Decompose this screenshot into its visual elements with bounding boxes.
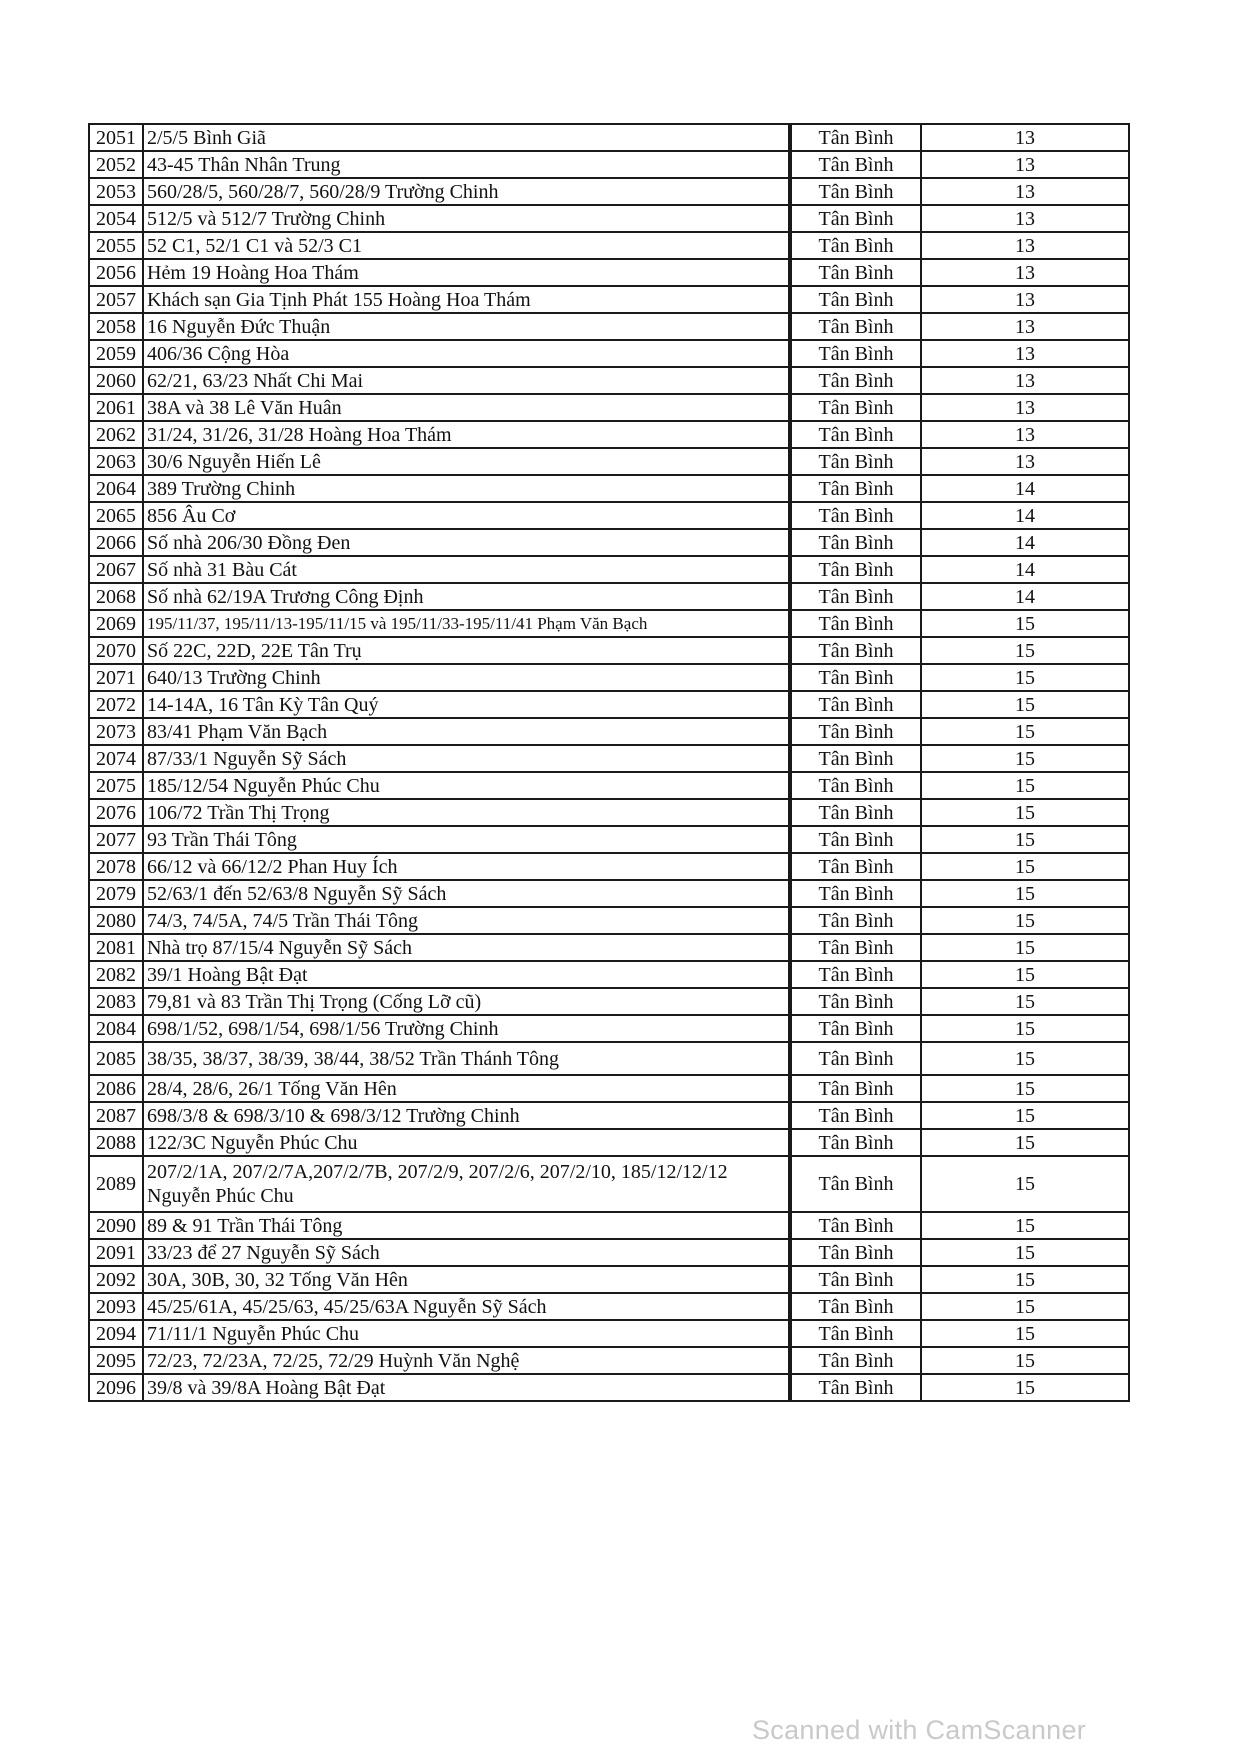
table-row [89,286,1129,313]
ward-cell: 15 [921,934,1129,961]
ward-cell: 14 [921,529,1129,556]
address-cell: 560/28/5, 560/28/7, 560/28/9 Trường Chinh [143,178,790,205]
table-row [89,1075,1129,1102]
district-cell: Tân Bình [790,718,921,745]
table-row [89,745,1129,772]
ward-cell: 15 [921,1042,1129,1075]
row-number-cell: 2079 [89,880,143,907]
address-cell: 28/4, 28/6, 26/1 Tống Văn Hên [143,1075,790,1102]
address-cell: Nhà trọ 87/15/4 Nguyễn Sỹ Sách [143,934,790,961]
table-row [89,664,1129,691]
district-cell: Tân Bình [790,367,921,394]
address-cell: 38/35, 38/37, 38/39, 38/44, 38/52 Trần Thánh Tông [143,1042,790,1075]
row-number-cell: 2056 [89,259,143,286]
ward-cell: 13 [921,286,1129,313]
address-cell: 14-14A, 16 Tân Kỳ Tân Quý [143,691,790,718]
table-row [89,610,1129,637]
table-row [89,772,1129,799]
address-cell: 30/6 Nguyễn Hiến Lê [143,448,790,475]
district-cell: Tân Bình [790,529,921,556]
ward-cell: 15 [921,1129,1129,1156]
ward-cell: 13 [921,205,1129,232]
district-cell: Tân Bình [790,556,921,583]
district-cell: Tân Bình [790,205,921,232]
district-cell: Tân Bình [790,1212,921,1239]
row-number-cell: 2064 [89,475,143,502]
row-number-cell: 2067 [89,556,143,583]
row-number-cell: 2063 [89,448,143,475]
table-row [89,556,1129,583]
row-number-cell: 2061 [89,394,143,421]
row-number-cell: 2070 [89,637,143,664]
address-table [88,123,1130,1402]
ward-cell: 13 [921,421,1129,448]
ward-cell: 14 [921,583,1129,610]
district-cell: Tân Bình [790,1266,921,1293]
table-row [89,583,1129,610]
table-row [89,448,1129,475]
table-row [89,124,1129,151]
row-number-cell: 2060 [89,367,143,394]
ward-cell: 15 [921,1015,1129,1042]
table-row [89,475,1129,502]
ward-cell: 15 [921,1320,1129,1347]
ward-cell: 15 [921,880,1129,907]
ward-cell: 13 [921,259,1129,286]
address-cell: 89 & 91 Trần Thái Tông [143,1212,790,1239]
row-number-cell: 2054 [89,205,143,232]
row-number-cell: 2069 [89,610,143,637]
row-number-cell: 2058 [89,313,143,340]
district-cell: Tân Bình [790,286,921,313]
row-number-cell: 2068 [89,583,143,610]
address-cell: Số nhà 62/19A Trương Công Định [143,583,790,610]
row-number-cell: 2076 [89,799,143,826]
ward-cell: 14 [921,502,1129,529]
ward-cell: 15 [921,1156,1129,1212]
address-cell: 406/36 Cộng Hòa [143,340,790,367]
ward-cell: 13 [921,367,1129,394]
row-number-cell: 2071 [89,664,143,691]
address-cell: 856 Âu Cơ [143,502,790,529]
row-number-cell: 2051 [89,124,143,151]
district-cell: Tân Bình [790,1293,921,1320]
address-cell: 87/33/1 Nguyễn Sỹ Sách [143,745,790,772]
row-number-cell: 2065 [89,502,143,529]
row-number-cell: 2083 [89,988,143,1015]
row-number-cell: 2094 [89,1320,143,1347]
row-number-cell: 2091 [89,1239,143,1266]
address-cell: 122/3C Nguyễn Phúc Chu [143,1129,790,1156]
ward-cell: 15 [921,1347,1129,1374]
row-number-cell: 2087 [89,1102,143,1129]
table-row [89,178,1129,205]
ward-cell: 15 [921,853,1129,880]
ward-cell: 13 [921,394,1129,421]
district-cell: Tân Bình [790,1374,921,1401]
table-row [89,1320,1129,1347]
ward-cell: 13 [921,124,1129,151]
table-row [89,961,1129,988]
table-row [89,718,1129,745]
ward-cell: 13 [921,448,1129,475]
district-cell: Tân Bình [790,610,921,637]
ward-cell: 15 [921,988,1129,1015]
address-cell: 512/5 và 512/7 Trường Chinh [143,205,790,232]
ward-cell: 15 [921,745,1129,772]
district-cell: Tân Bình [790,745,921,772]
table-row [89,151,1129,178]
address-table-body [89,124,1129,1401]
address-cell: 66/12 và 66/12/2 Phan Huy Ích [143,853,790,880]
ward-cell: 15 [921,1374,1129,1401]
district-cell: Tân Bình [790,394,921,421]
row-number-cell: 2085 [89,1042,143,1075]
table-row [89,826,1129,853]
row-number-cell: 2066 [89,529,143,556]
ward-cell: 15 [921,610,1129,637]
district-cell: Tân Bình [790,178,921,205]
ward-cell: 15 [921,664,1129,691]
district-cell: Tân Bình [790,1015,921,1042]
table-row [89,880,1129,907]
address-cell: 72/23, 72/23A, 72/25, 72/29 Huỳnh Văn Nghệ [143,1347,790,1374]
ward-cell: 15 [921,1075,1129,1102]
address-cell: 45/25/61A, 45/25/63, 45/25/63A Nguyễn Sỹ Sách [143,1293,790,1320]
scanner-watermark: Scanned with CamScanner [752,1715,1087,1745]
ward-cell: 14 [921,556,1129,583]
row-number-cell: 2057 [89,286,143,313]
address-cell: Hẻm 19 Hoàng Hoa Thám [143,259,790,286]
district-cell: Tân Bình [790,502,921,529]
table-row [89,1347,1129,1374]
table-row [89,259,1129,286]
address-cell: 38A và 38 Lê Văn Huân [143,394,790,421]
table-row [89,1042,1129,1075]
table-row [89,907,1129,934]
district-cell: Tân Bình [790,880,921,907]
district-cell: Tân Bình [790,772,921,799]
table-row [89,799,1129,826]
row-number-cell: 2086 [89,1075,143,1102]
address-cell: 52/63/1 đến 52/63/8 Nguyễn Sỹ Sách [143,880,790,907]
district-cell: Tân Bình [790,340,921,367]
district-cell: Tân Bình [790,1347,921,1374]
table-row [89,637,1129,664]
ward-cell: 15 [921,907,1129,934]
address-cell: 30A, 30B, 30, 32 Tống Văn Hên [143,1266,790,1293]
ward-cell: 15 [921,961,1129,988]
table-row [89,1129,1129,1156]
ward-cell: 13 [921,232,1129,259]
row-number-cell: 2052 [89,151,143,178]
district-cell: Tân Bình [790,1239,921,1266]
row-number-cell: 2082 [89,961,143,988]
district-cell: Tân Bình [790,988,921,1015]
row-number-cell: 2053 [89,178,143,205]
district-cell: Tân Bình [790,232,921,259]
address-cell: 33/23 để 27 Nguyễn Sỹ Sách [143,1239,790,1266]
address-cell: 83/41 Phạm Văn Bạch [143,718,790,745]
ward-cell: 15 [921,1266,1129,1293]
address-cell: 106/72 Trần Thị Trọng [143,799,790,826]
row-number-cell: 2072 [89,691,143,718]
address-cell: Số nhà 206/30 Đồng Đen [143,529,790,556]
row-number-cell: 2081 [89,934,143,961]
table-row [89,1156,1129,1212]
ward-cell: 15 [921,718,1129,745]
address-cell: Số 22C, 22D, 22E Tân Trụ [143,637,790,664]
ward-cell: 13 [921,178,1129,205]
table-row [89,205,1129,232]
table-row [89,853,1129,880]
address-cell: 62/21, 63/23 Nhất Chi Mai [143,367,790,394]
district-cell: Tân Bình [790,124,921,151]
ward-cell: 15 [921,772,1129,799]
address-cell: 79,81 và 83 Trần Thị Trọng (Cống Lỡ cũ) [143,988,790,1015]
row-number-cell: 2093 [89,1293,143,1320]
district-cell: Tân Bình [790,1102,921,1129]
district-cell: Tân Bình [790,664,921,691]
ward-cell: 15 [921,1102,1129,1129]
district-cell: Tân Bình [790,1075,921,1102]
address-cell: 31/24, 31/26, 31/28 Hoàng Hoa Thám [143,421,790,448]
district-cell: Tân Bình [790,583,921,610]
table-row [89,1015,1129,1042]
district-cell: Tân Bình [790,1320,921,1347]
table-row [89,421,1129,448]
table-row [89,988,1129,1015]
address-cell: 2/5/5 Bình Giã [143,124,790,151]
address-cell: 39/1 Hoàng Bật Đạt [143,961,790,988]
row-number-cell: 2059 [89,340,143,367]
address-cell: 698/3/8 & 698/3/10 & 698/3/12 Trường Chinh [143,1102,790,1129]
ward-cell: 15 [921,799,1129,826]
address-cell: 195/11/37, 195/11/13-195/11/15 và 195/11/33-195/11/41 Phạm Văn Bạch [143,610,790,637]
row-number-cell: 2084 [89,1015,143,1042]
table-row [89,691,1129,718]
address-cell: 640/13 Trường Chinh [143,664,790,691]
row-number-cell: 2073 [89,718,143,745]
district-cell: Tân Bình [790,448,921,475]
table-row [89,1266,1129,1293]
row-number-cell: 2077 [89,826,143,853]
address-cell: 52 C1, 52/1 C1 và 52/3 C1 [143,232,790,259]
row-number-cell: 2096 [89,1374,143,1401]
ward-cell: 13 [921,151,1129,178]
ward-cell: 15 [921,1293,1129,1320]
district-cell: Tân Bình [790,1156,921,1212]
ward-cell: 15 [921,826,1129,853]
table-row [89,502,1129,529]
district-cell: Tân Bình [790,799,921,826]
district-cell: Tân Bình [790,151,921,178]
district-cell: Tân Bình [790,421,921,448]
district-cell: Tân Bình [790,259,921,286]
district-cell: Tân Bình [790,313,921,340]
district-cell: Tân Bình [790,853,921,880]
table-row [89,529,1129,556]
row-number-cell: 2075 [89,772,143,799]
ward-cell: 15 [921,691,1129,718]
district-cell: Tân Bình [790,1129,921,1156]
table-row [89,934,1129,961]
row-number-cell: 2074 [89,745,143,772]
address-cell: 207/2/1A, 207/2/7A,207/2/7B, 207/2/9, 207/2/6, 207/2/10, 185/12/12/12 Nguyễn Phúc Chu [143,1156,790,1212]
table-row [89,1374,1129,1401]
address-cell: 93 Trần Thái Tông [143,826,790,853]
address-cell: 185/12/54 Nguyễn Phúc Chu [143,772,790,799]
address-cell: Khách sạn Gia Tịnh Phát 155 Hoàng Hoa Thám [143,286,790,313]
table-row [89,1239,1129,1266]
ward-cell: 15 [921,637,1129,664]
table-row [89,313,1129,340]
row-number-cell: 2080 [89,907,143,934]
address-cell: 74/3, 74/5A, 74/5 Trần Thái Tông [143,907,790,934]
row-number-cell: 2089 [89,1156,143,1212]
row-number-cell: 2092 [89,1266,143,1293]
table-row [89,394,1129,421]
address-cell: 16 Nguyễn Đức Thuận [143,313,790,340]
table-row [89,232,1129,259]
ward-cell: 15 [921,1239,1129,1266]
district-cell: Tân Bình [790,637,921,664]
row-number-cell: 2078 [89,853,143,880]
ward-cell: 13 [921,340,1129,367]
table-row [89,1293,1129,1320]
table-row [89,1212,1129,1239]
row-number-cell: 2090 [89,1212,143,1239]
district-cell: Tân Bình [790,907,921,934]
address-cell: 39/8 và 39/8A Hoàng Bật Đạt [143,1374,790,1401]
address-cell: 43-45 Thân Nhân Trung [143,151,790,178]
row-number-cell: 2095 [89,1347,143,1374]
address-cell: 389 Trường Chinh [143,475,790,502]
ward-cell: 15 [921,1212,1129,1239]
table-row [89,340,1129,367]
district-cell: Tân Bình [790,934,921,961]
address-cell: 698/1/52, 698/1/54, 698/1/56 Trường Chinh [143,1015,790,1042]
district-cell: Tân Bình [790,961,921,988]
row-number-cell: 2088 [89,1129,143,1156]
address-cell: 71/11/1 Nguyễn Phúc Chu [143,1320,790,1347]
ward-cell: 14 [921,475,1129,502]
address-cell: Số nhà 31 Bàu Cát [143,556,790,583]
district-cell: Tân Bình [790,691,921,718]
table-row [89,1102,1129,1129]
district-cell: Tân Bình [790,475,921,502]
district-cell: Tân Bình [790,826,921,853]
ward-cell: 13 [921,313,1129,340]
table-row [89,367,1129,394]
row-number-cell: 2062 [89,421,143,448]
district-cell: Tân Bình [790,1042,921,1075]
row-number-cell: 2055 [89,232,143,259]
